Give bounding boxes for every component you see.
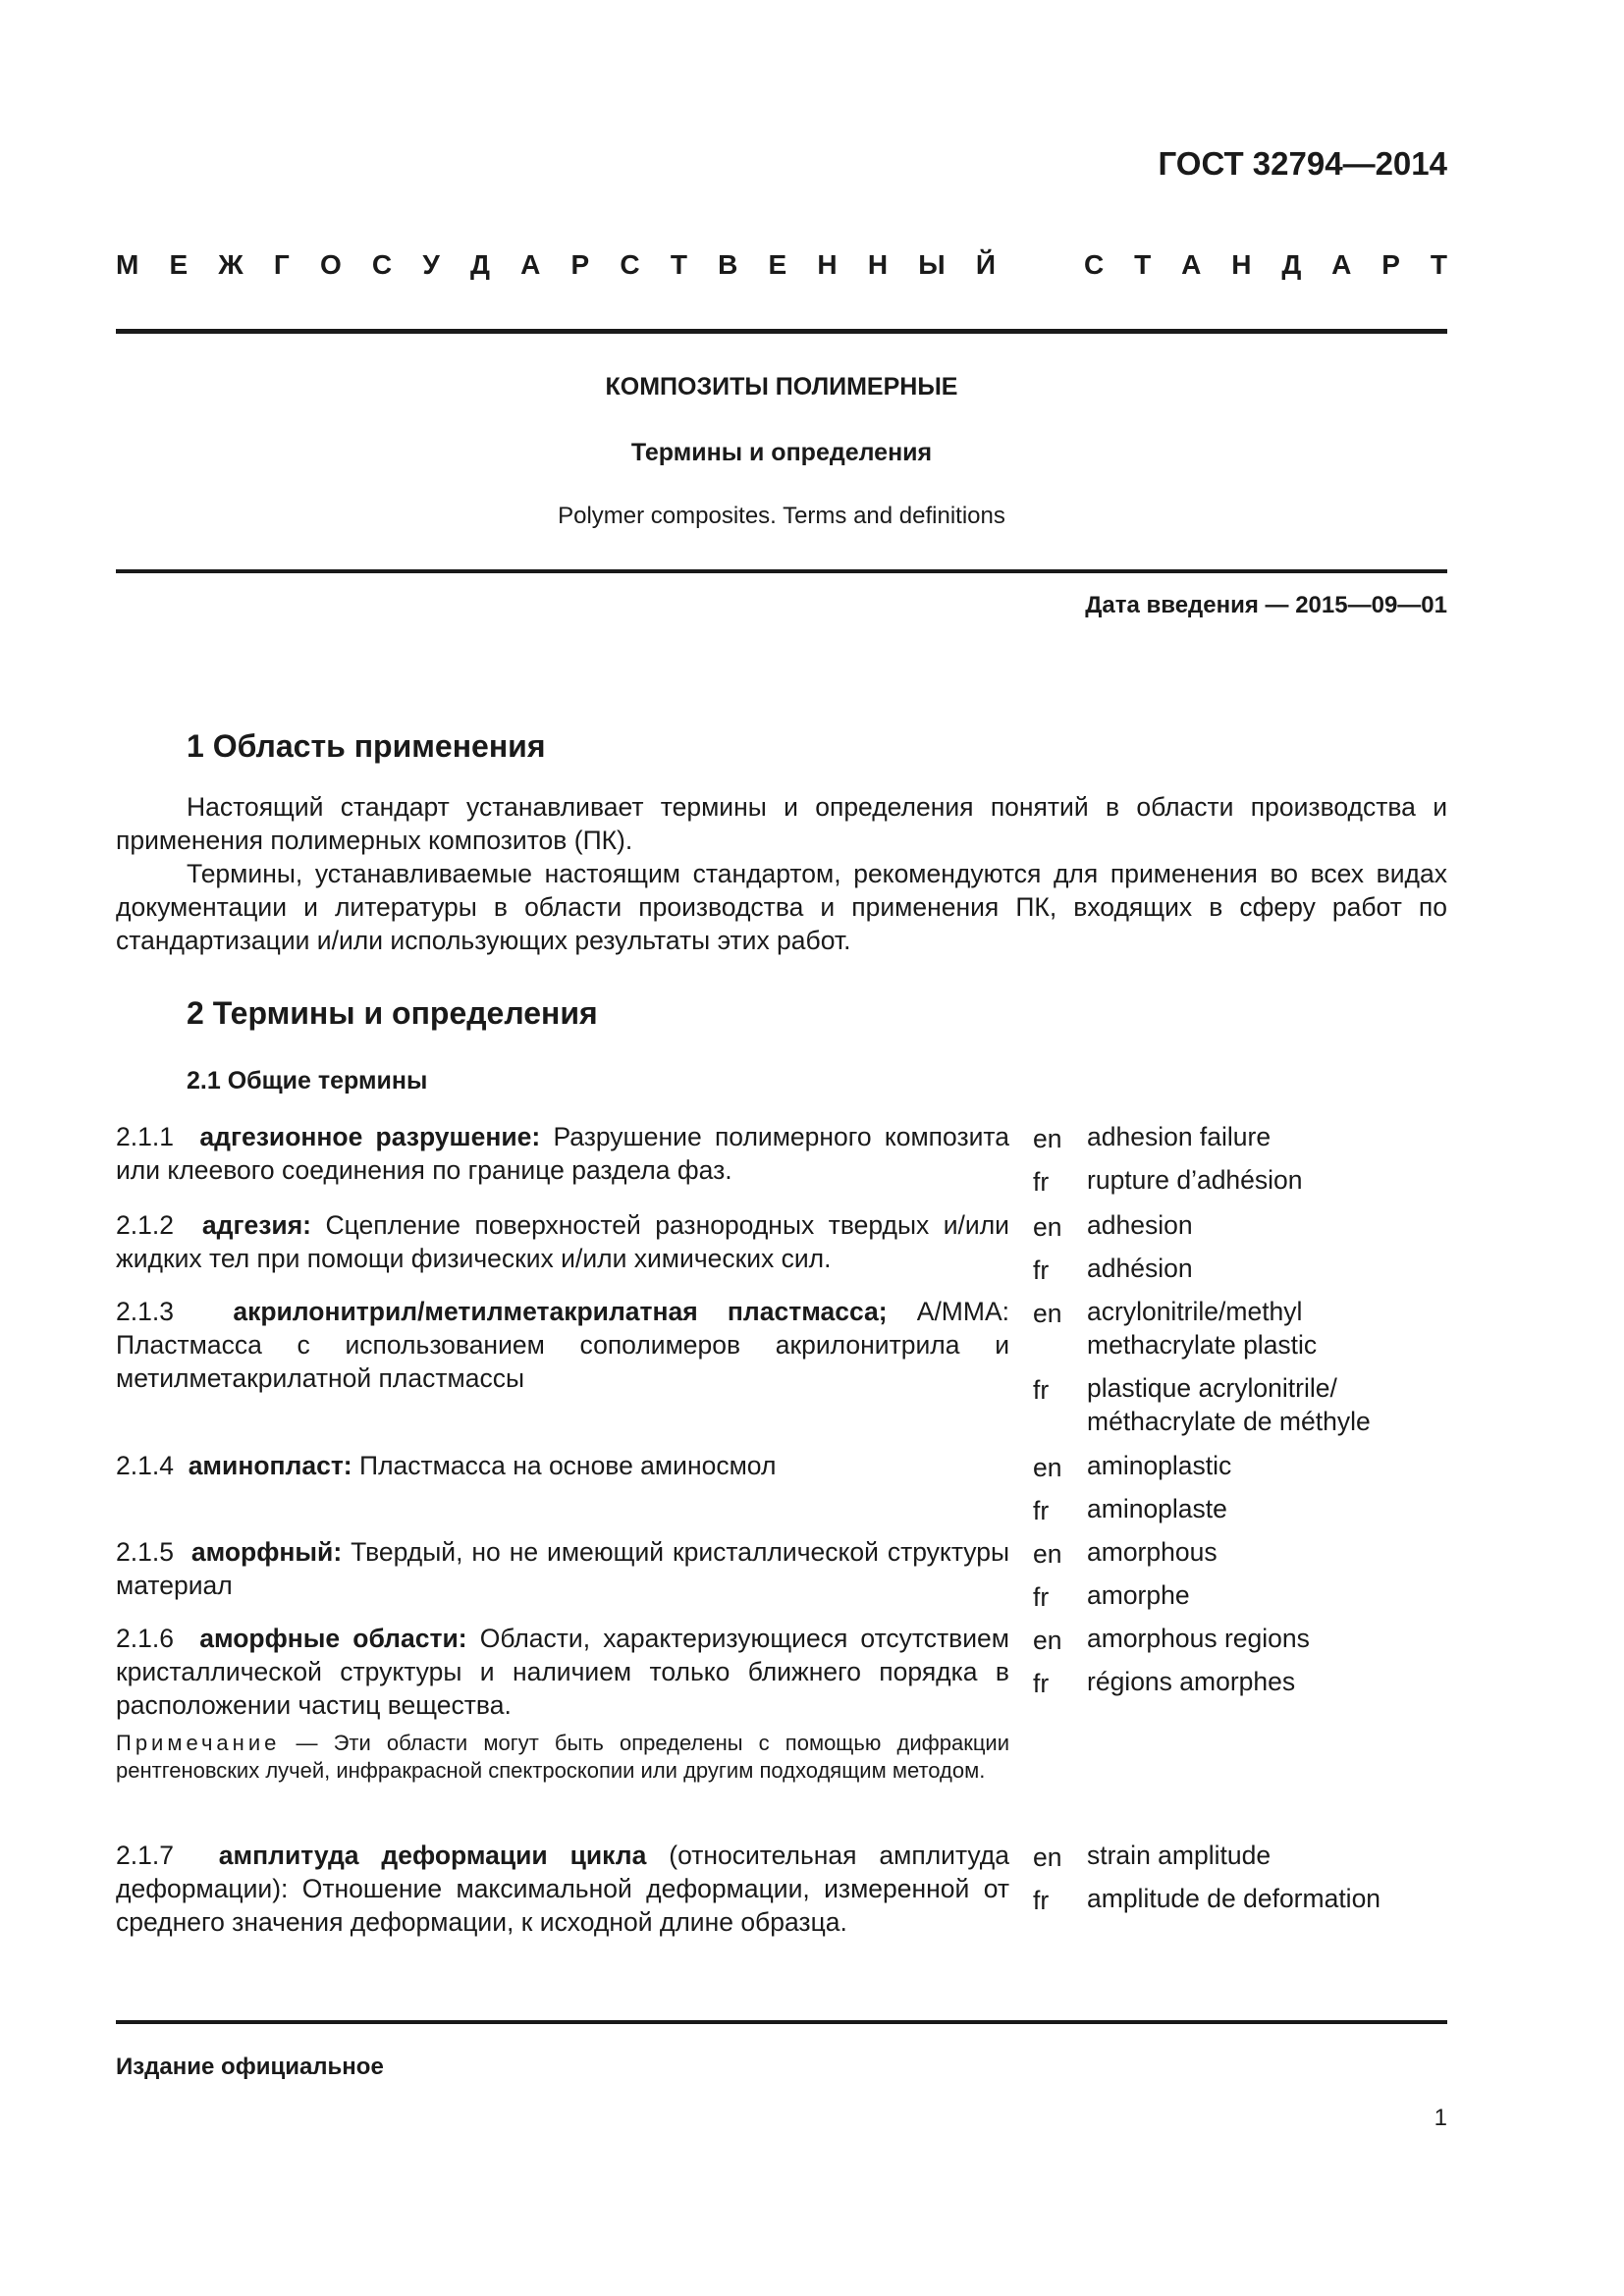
term-name: адгезионное разрушение: [199, 1122, 541, 1151]
term-equivalent-fr: amplitude de deformation [1087, 1884, 1381, 1913]
term-entry-2-1-5 [116, 1535, 1009, 1602]
scope-paragraph-1: Настоящий стандарт устанавливает термины и определения понятий в области производства и применения полимерных композитов (ПК). [116, 792, 1447, 855]
subsection-heading-general: 2.1 Общие термины [187, 1067, 428, 1095]
term-definition: А/ММА: Пластмасса с использованием сополимеров акрилонитрила и метилметакрилатной пластмассы [116, 1297, 1009, 1393]
term-name: амплитуда деформации цикла [218, 1841, 647, 1870]
term-name: акрилонитрил/метилметакрилатная пластмасса; [233, 1297, 888, 1326]
term-entry-2-1-1 [116, 1120, 1009, 1187]
term-equivalent-en [1087, 1295, 1317, 1362]
letter: А [1331, 249, 1352, 280]
term-number: 2.1.5 [116, 1537, 174, 1567]
letter: С [1084, 249, 1105, 280]
letter: В [718, 249, 738, 280]
letter: Н [1231, 249, 1252, 280]
term-entry-2-1-3 [116, 1295, 1009, 1395]
letter: Ы [918, 249, 946, 280]
lang-code-fr: fr [1033, 1167, 1050, 1197]
letter: А [1181, 249, 1202, 280]
letter: О [319, 249, 342, 280]
lang-code-en: en [1033, 1626, 1062, 1655]
note-label: Примечание [116, 1731, 281, 1755]
term-equivalent-fr: aminoplaste [1087, 1494, 1227, 1523]
letter: Т [1134, 249, 1152, 280]
term-equivalent-fr [1087, 1371, 1371, 1438]
term-note [116, 1730, 1009, 1785]
letter: С [620, 249, 640, 280]
std-type-word-interstate [116, 249, 996, 281]
term-name: аморфные области: [199, 1624, 467, 1653]
lang-code-en: en [1033, 1453, 1062, 1482]
term-equivalent-en: adhesion failure [1087, 1122, 1272, 1151]
lang-code-fr: fr [1033, 1669, 1050, 1698]
section-heading-scope: 1 Область применения [187, 728, 546, 764]
letter: Е [169, 249, 189, 280]
term-number: 2.1.2 [116, 1210, 174, 1240]
letter: Д [469, 249, 490, 280]
term-entry-2-1-7 [116, 1839, 1009, 1939]
term-equivalent-fr: régions amorphes [1087, 1667, 1296, 1696]
term-equivalent-fr: adhésion [1087, 1254, 1193, 1283]
letter: Ж [218, 249, 244, 280]
letter: Г [273, 249, 290, 280]
letter: Р [570, 249, 590, 280]
equivalent-line: acrylonitrile/methyl [1087, 1297, 1303, 1326]
letter: Й [975, 249, 996, 280]
term-number: 2.1.6 [116, 1624, 174, 1653]
term-definition: Твердый, но не имеющий кристаллической структуры материал [116, 1537, 1009, 1600]
lang-code-en: en [1033, 1124, 1062, 1153]
lang-code-en: en [1033, 1212, 1062, 1242]
term-definition: Области, характеризующиеся отсутствием кристаллической структуры и наличием только ближнего порядка в расположении частиц вещества. [116, 1624, 1009, 1720]
equivalent-line: methacrylate plastic [1087, 1330, 1318, 1360]
term-equivalent-en: strain amplitude [1087, 1841, 1272, 1870]
term-definition: Пластмасса на основе аминосмол [359, 1451, 777, 1480]
letter: Т [1430, 249, 1447, 280]
document-number: ГОСТ 32794—2014 [1158, 145, 1447, 182]
scope-text [116, 790, 1447, 957]
equivalent-line: plastique acrylonitrile/ [1087, 1373, 1337, 1403]
equivalent-line: méthacrylate de méthyle [1087, 1407, 1371, 1436]
lang-code-fr: fr [1033, 1582, 1050, 1612]
letter: У [422, 249, 440, 280]
term-entry-2-1-6 [116, 1622, 1009, 1722]
letter: Н [867, 249, 889, 280]
note-text: — Эти области могут быть определены с помощью дифракции рентгеновских лучей, инфракрасной спектроскопии или другим подходящим методом. [116, 1731, 1009, 1783]
term-definition: (относительная амплитуда деформации): Отношение максимальной деформации, измеренной от среднего значения деформации, к исходной длине образца. [116, 1841, 1009, 1937]
term-equivalent-en: amorphous [1087, 1537, 1218, 1567]
std-type-word-standard [1084, 249, 1447, 281]
term-number: 2.1.7 [116, 1841, 174, 1870]
lang-code-en: en [1033, 1539, 1062, 1569]
term-equivalent-fr: amorphe [1087, 1580, 1190, 1610]
lang-code-fr: fr [1033, 1886, 1050, 1915]
letter: М [116, 249, 139, 280]
document-title-english: Polymer composites. Terms and definitions [558, 503, 1005, 529]
top-thick-divider [116, 329, 1447, 334]
edition-label: Издание официальное [116, 2054, 384, 2080]
letter: Н [817, 249, 838, 280]
letter: Р [1381, 249, 1400, 280]
letter: Е [768, 249, 787, 280]
introduction-date: Дата введения — 2015—09—01 [1085, 592, 1447, 618]
standard-type-heading [116, 249, 1447, 281]
term-definition: Разрушение полимерного композита или клеевого соединения по границе раздела фаз. [116, 1122, 1009, 1185]
footer-divider [116, 2020, 1447, 2024]
term-equivalent-fr: rupture d’adhésion [1087, 1165, 1303, 1195]
term-definition: Сцепление поверхностей разнородных твердых и/или жидких тел при помощи физических и/или химических сил. [116, 1210, 1009, 1273]
term-entry-2-1-4 [116, 1449, 1009, 1482]
letter: А [520, 249, 541, 280]
lang-code-fr: fr [1033, 1375, 1050, 1405]
lang-code-fr: fr [1033, 1255, 1050, 1285]
document-title: КОМПОЗИТЫ ПОЛИМЕРНЫЕ [605, 373, 958, 400]
page-number: 1 [1434, 2105, 1447, 2131]
term-number: 2.1.1 [116, 1122, 174, 1151]
letter: С [371, 249, 393, 280]
title-divider [116, 569, 1447, 573]
term-equivalent-en: amorphous regions [1087, 1624, 1310, 1653]
section-heading-terms: 2 Термины и определения [187, 995, 598, 1031]
scope-paragraph-2: Термины, устанавливаемые настоящим стандартом, рекомендуются для применения во всех видах документации и литературы в области производства и применения ПК, входящих в сферу работ по стандартизации и/или использующих результаты этих работ. [116, 859, 1447, 955]
document-subtitle: Термины и определения [630, 439, 933, 466]
term-equivalent-en: aminoplastic [1087, 1451, 1232, 1480]
lang-code-en: en [1033, 1299, 1062, 1328]
term-number: 2.1.4 [116, 1451, 174, 1480]
letter: Т [670, 249, 687, 280]
term-name: аморфный: [190, 1537, 343, 1567]
lang-code-en: en [1033, 1842, 1062, 1872]
term-number: 2.1.3 [116, 1297, 174, 1326]
term-name: аминопласт: [188, 1451, 352, 1480]
term-entry-2-1-2 [116, 1208, 1009, 1275]
letter: Д [1281, 249, 1302, 280]
term-name: адгезия: [201, 1210, 312, 1240]
lang-code-fr: fr [1033, 1496, 1050, 1525]
term-equivalent-en: adhesion [1087, 1210, 1193, 1240]
